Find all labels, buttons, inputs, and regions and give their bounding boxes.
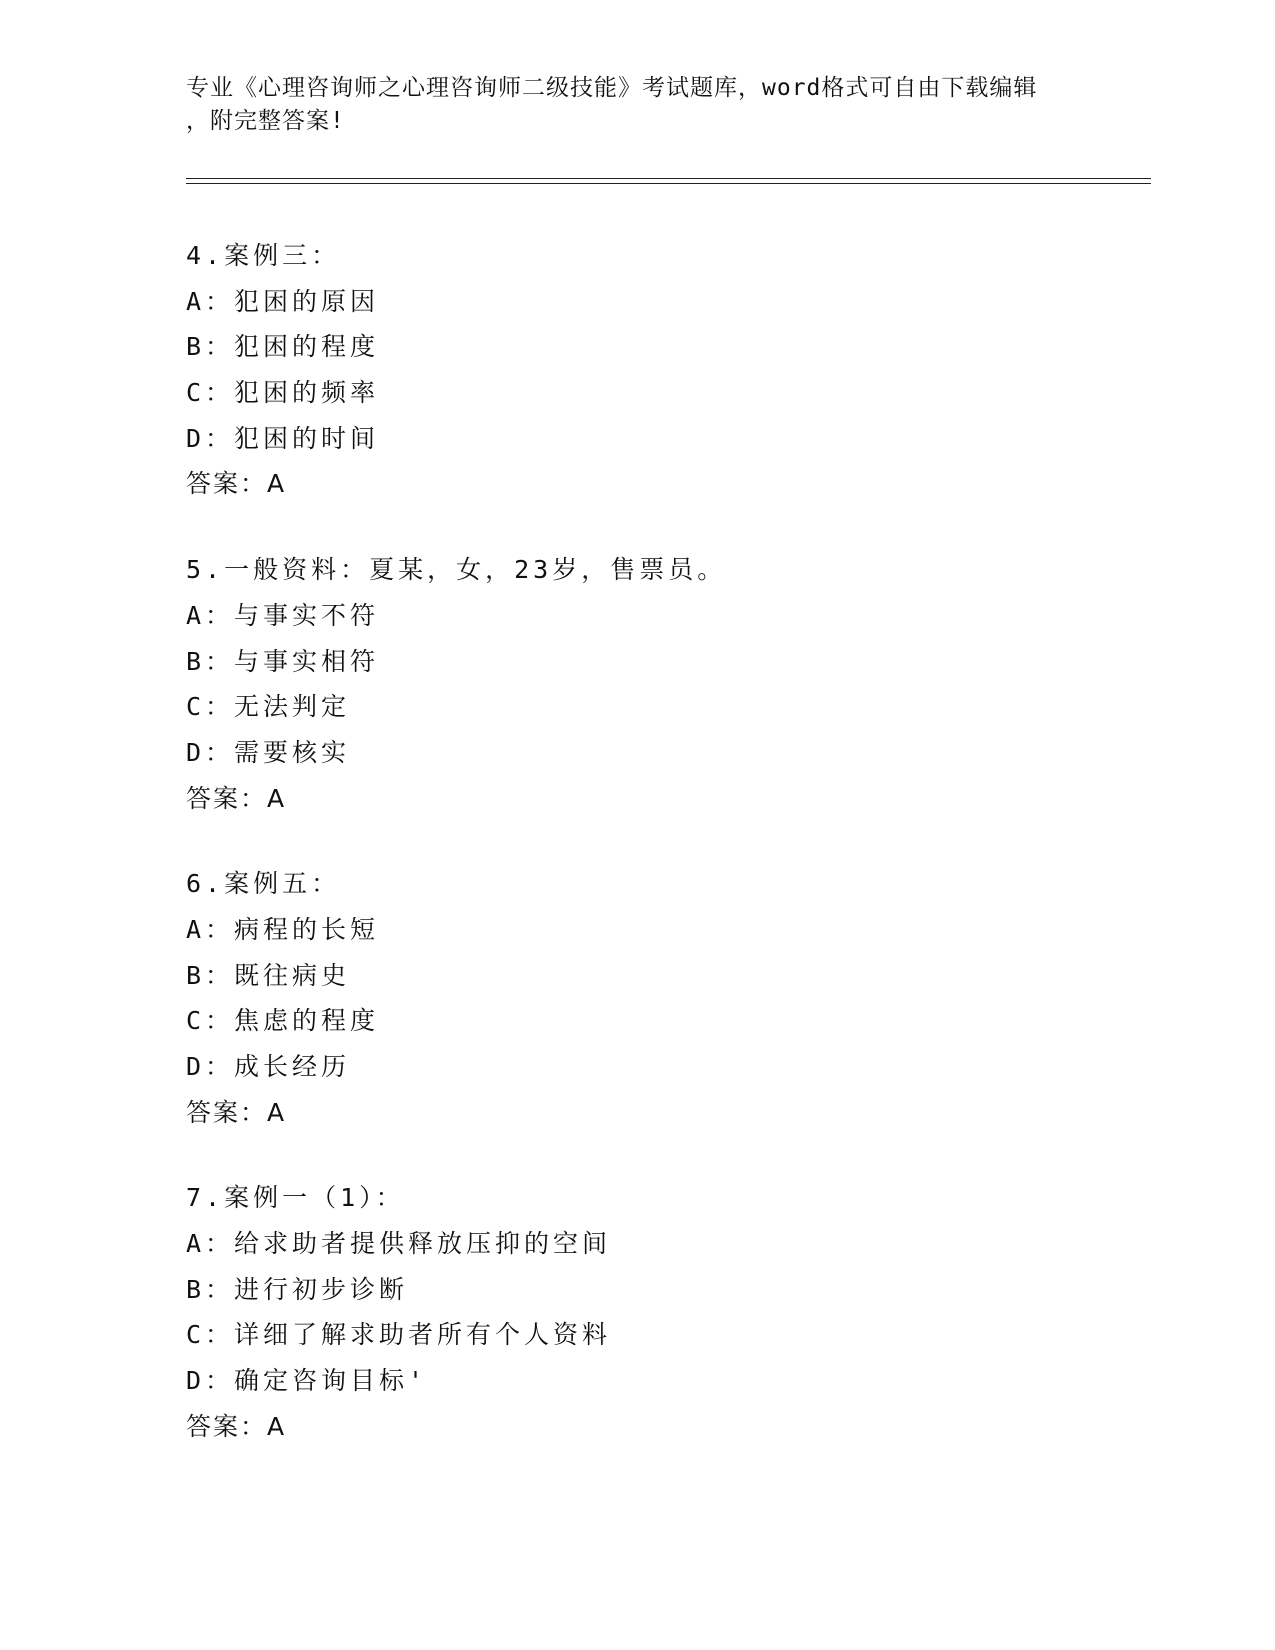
option-a: A：与事实不符 — [186, 600, 380, 630]
option-a: A：犯困的原因 — [186, 286, 380, 316]
option-c: C：无法判定 — [186, 692, 351, 722]
header-line-1: 专业《心理咨询师之心理咨询师二级技能》考试题库，word格式可自由下载编辑 — [186, 75, 1038, 101]
option-d: D：成长经历 — [186, 1052, 351, 1081]
question-stem: 7.案例一（1）： — [186, 1183, 405, 1213]
option-b: B：既往病史 — [186, 960, 351, 990]
document-header — [186, 72, 1086, 138]
answer: 答案：A — [186, 1411, 287, 1441]
question-stem: 5.一般资料：夏某，女，23岁，售票员。 — [186, 555, 727, 585]
question-7 — [186, 1175, 1146, 1449]
answer: 答案：A — [186, 469, 287, 499]
option-d: D：需要核实 — [186, 737, 351, 767]
question-5 — [186, 547, 1146, 821]
option-a: A：病程的长短 — [186, 914, 380, 944]
option-d: D：确定咨询目标' — [186, 1366, 428, 1396]
option-c: C：犯困的频率 — [186, 378, 380, 408]
question-list — [186, 233, 1146, 1490]
question-stem: 4.案例三： — [186, 241, 341, 270]
option-d: D：犯困的时间 — [186, 423, 380, 453]
answer: 答案：A — [186, 1097, 287, 1127]
option-b: B：与事实相符 — [186, 646, 380, 676]
option-a: A：给求助者提供释放压抑的空间 — [186, 1229, 612, 1259]
option-b: B：犯困的程度 — [186, 332, 380, 362]
answer: 答案：A — [186, 783, 287, 813]
header-line-2: ，附完整答案! — [186, 108, 345, 134]
question-stem: 6.案例五： — [186, 869, 341, 899]
question-6 — [186, 861, 1146, 1135]
option-c: C：焦虑的程度 — [186, 1006, 380, 1036]
header-rule-bottom — [186, 183, 1151, 184]
header-rule-top — [186, 178, 1151, 179]
option-b: B：进行初步诊断 — [186, 1274, 409, 1304]
question-4 — [186, 233, 1146, 507]
option-c: C：详细了解求助者所有个人资料 — [186, 1320, 612, 1350]
